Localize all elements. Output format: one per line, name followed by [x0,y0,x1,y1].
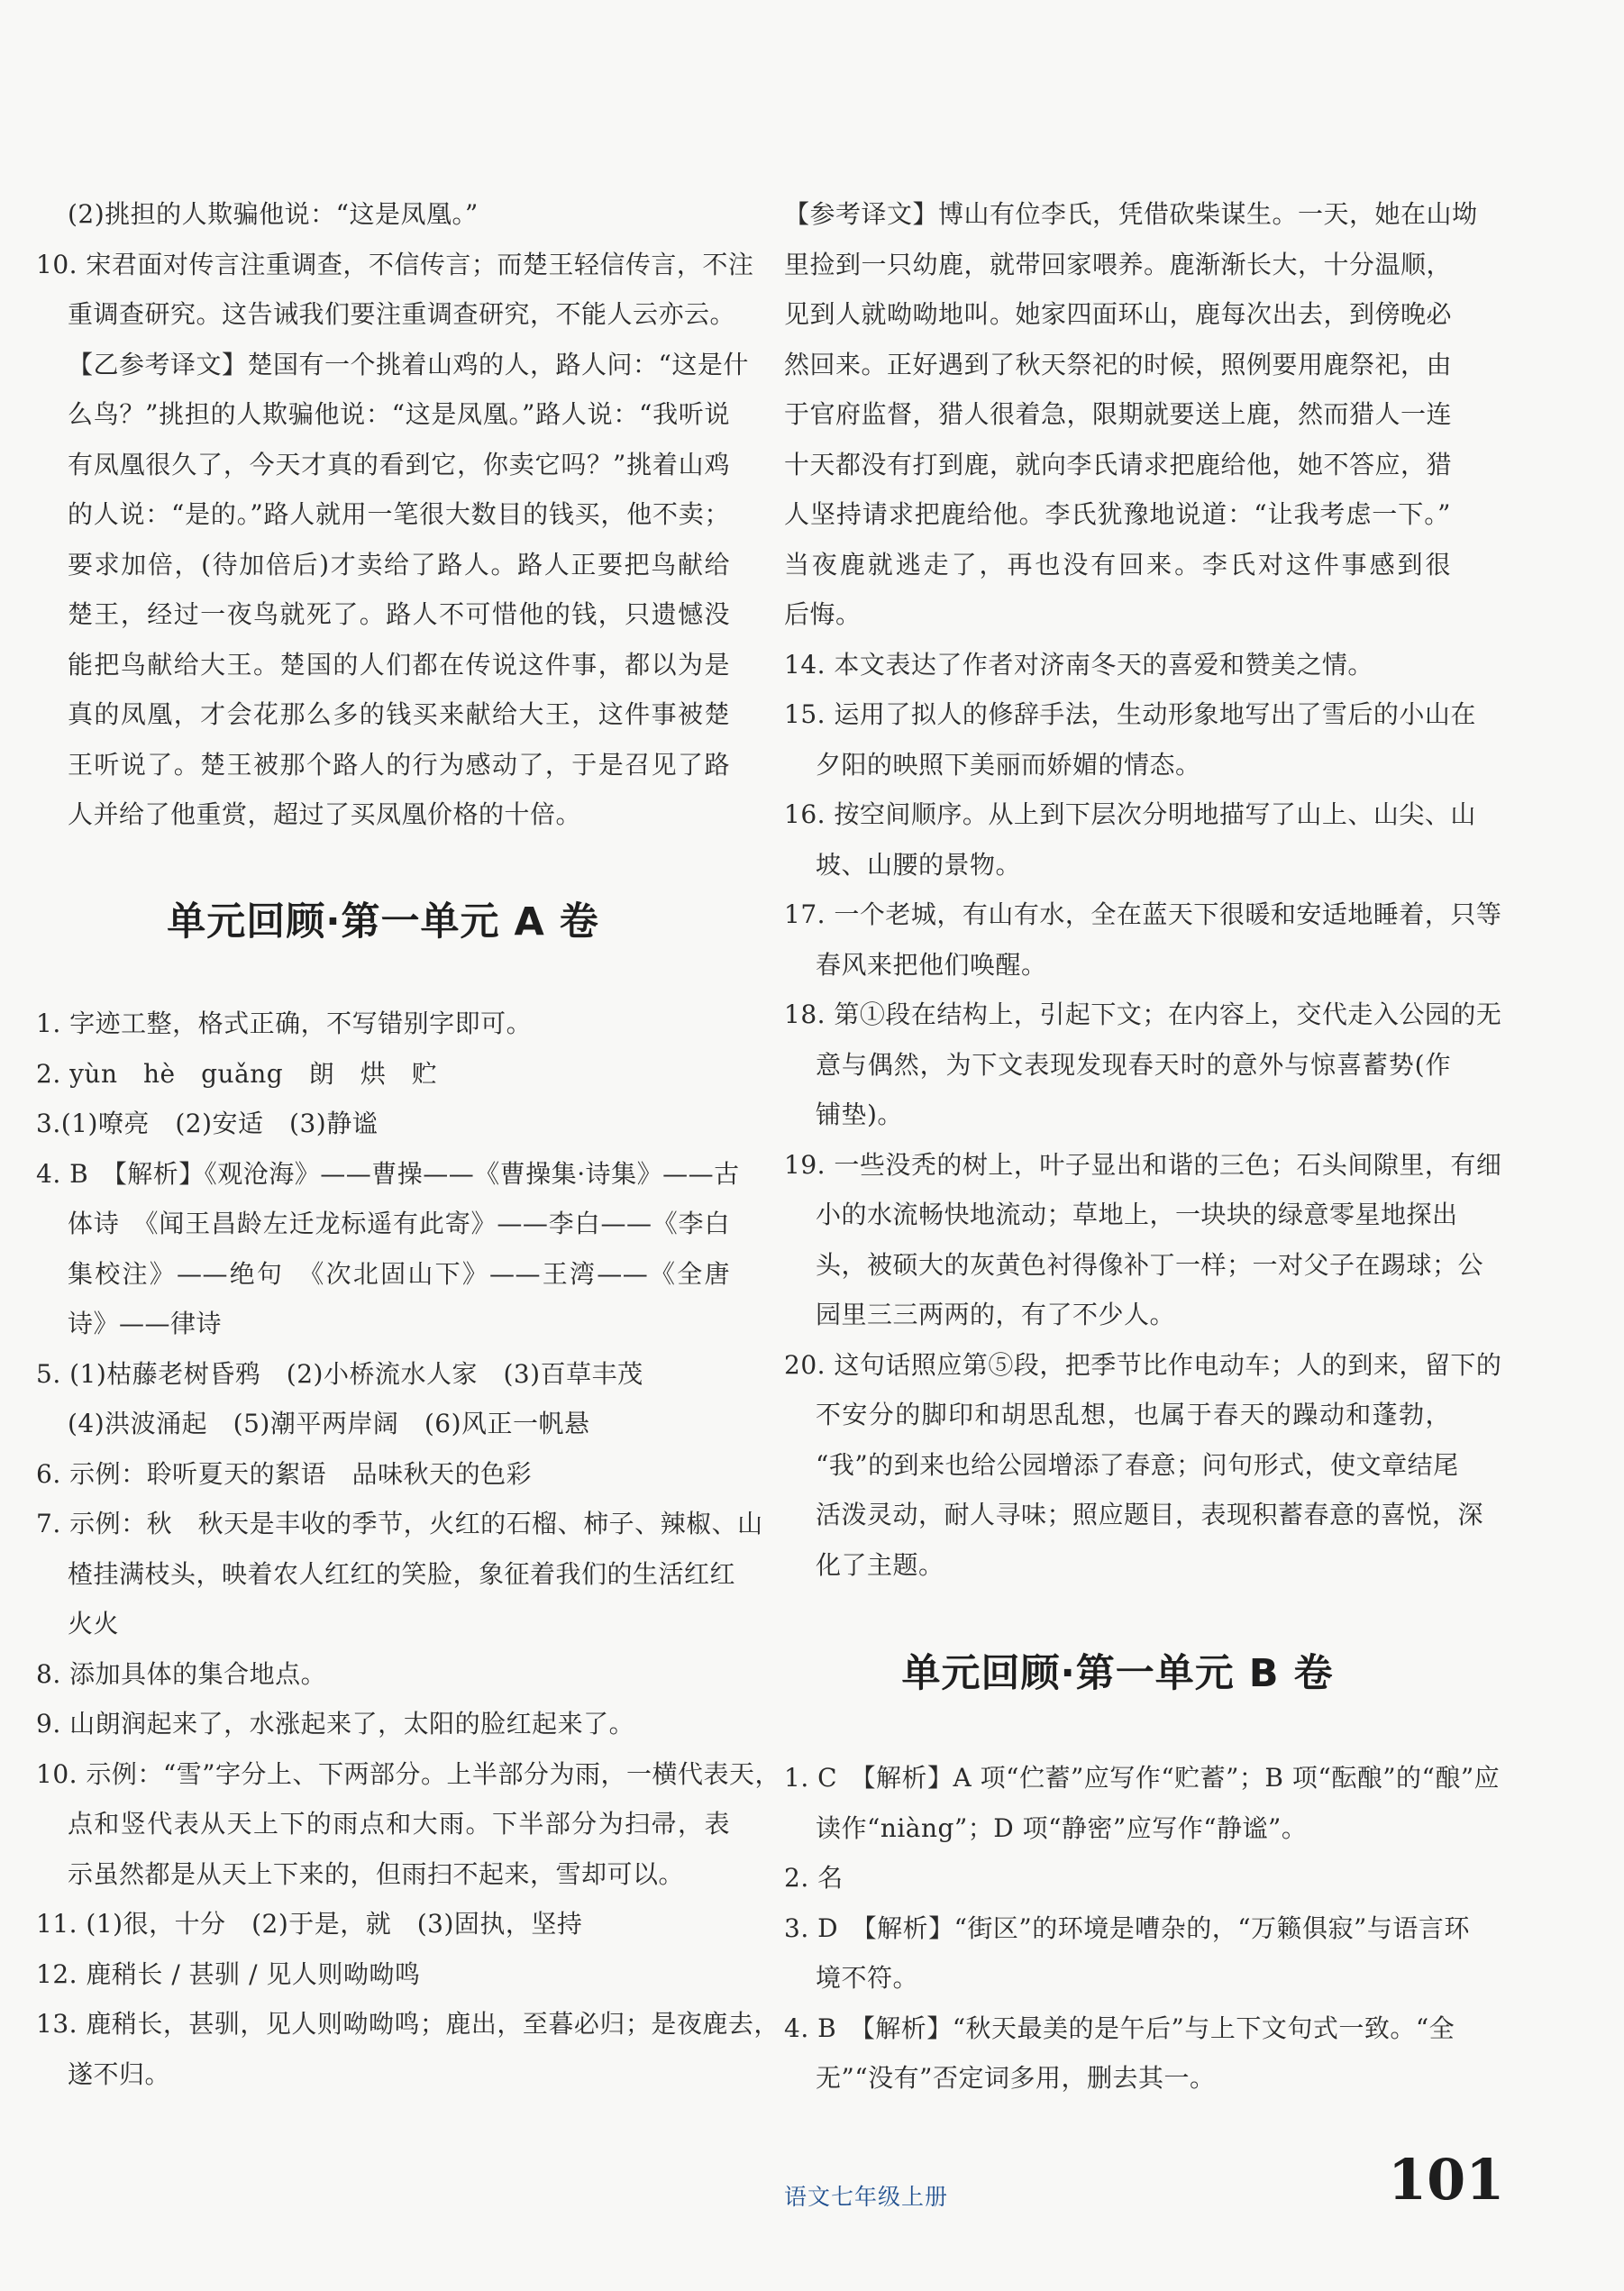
text-line: 6. 示例：聆听夏天的絮语 品味秋天的色彩 [36,1458,533,1489]
text-line: 1. C 【解析】A 项“伫蓄”应写作“贮蓄”；B 项“酝酿”的“酿”应 [784,1763,1501,1793]
text-line: 无”“没有”否定词多用，删去其一。 [816,2063,1216,2093]
text-line: 10. 宋君面对传言注重调查，不信传言；而楚王轻信传言，不注 [36,249,754,279]
text-line: 境不符。 [816,1963,919,1993]
text-line: 春风来把他们唤醒。 [816,949,1047,980]
section-heading-a: 单元回顾·第一单元 A 卷 [167,899,599,945]
text-line: 读作“niàng”；D 项“静密”应写作“静谧”。 [816,1812,1308,1843]
book-title: 语文七年级上册 [784,2184,949,2210]
text-line: 见到人就呦呦地叫。她家四面环山，鹿每次出去，到傍晚必 [784,299,1453,329]
text-line: (4)洪波涌起 (5)潮平两岸阔 (6)风正一帆悬 [68,1409,590,1438]
text-line: 小的水流畅快地流动；草地上，一块块的绿意零星地探出 [816,1200,1458,1229]
text-line: 后悔。 [784,599,862,629]
text-line: 20. 这句话照应第⑤段，把季节比作电动车；人的到来，留下的 [784,1349,1502,1380]
text-line: 头，被硕大的灰黄色衬得像补丁一样；一对父子在踢球；公 [816,1249,1484,1280]
page-number: 101 [1388,2147,1505,2213]
text-line: 2. 名 [784,1863,844,1893]
text-line: 不安分的脚印和胡思乱想，也属于春天的躁动和蓬勃， [816,1400,1451,1429]
text-line: 重调查研究。这告诫我们要注重调查研究，不能人云亦云。 [68,299,736,329]
right-column-answers [784,1753,1501,2104]
text-line: 然回来。正好遇到了秋天祭祀的时候，照例要用鹿祭祀，由 [784,349,1453,379]
text-line: 园里三三两两的，有了不少人。 [816,1300,1176,1329]
text-line: 有凤凰很久了，今天才真的看到它，你卖它吗？”挑着山鸡 [68,449,730,479]
text-line: 里捡到一只幼鹿，就带回家喂养。鹿渐渐长大，十分温顺， [784,249,1453,279]
text-line: 3. D 【解析】“街区”的环境是嘈杂的，“万籁俱寂”与语言环 [784,1912,1470,1943]
text-line: 么鸟？”挑担的人欺骗他说：“这是凤凰。”路人说：“我听说 [68,399,730,429]
left-column-answers [36,999,781,2099]
text-line: 的人说：“是的。”路人就用一笔很大数目的钱买，他不卖； [68,499,730,529]
section-heading-b: 单元回顾·第一单元 B 卷 [901,1651,1334,1696]
text-line: 化了主题。 [816,1549,944,1580]
text-line: 9. 山朗润起来了，水涨起来了，太阳的脸红起来了。 [36,1709,635,1739]
text-line: 意与偶然，为下文表现发现春天时的意外与惊喜蓄势(作 [816,1049,1451,1080]
text-line: 示虽然都是从天上下来的，但雨扫不起来，雪却可以。 [68,1858,685,1889]
text-line: 15. 运用了拟人的修辞手法，生动形象地写出了雪后的小山在 [784,699,1476,729]
text-line: 5. (1)枯藤老树昏鸦 (2)小桥流水人家 (3)百草丰茂 [36,1358,643,1389]
text-line: 4. B 【解析】《观沧海》——曹操——《曹操集·诗集》——古 [36,1158,740,1189]
text-line: 王听说了。楚王被那个路人的行为感动了，于是召见了路 [68,749,730,780]
text-line: 铺垫)。 [816,1100,903,1129]
text-line: 19. 一些没秃的树上，叶子显出和谐的三色；石头间隙里，有细 [784,1149,1502,1180]
text-line: 14. 本文表达了作者对济南冬天的喜爱和赞美之情。 [784,649,1373,680]
text-line: 1. 字迹工整，格式正确，不写错别字即可。 [36,1009,533,1038]
text-line: 遂不归。 [68,2058,171,2089]
text-line: 要求加倍，(待加倍后)才卖给了路人。路人正要把鸟献给 [68,549,730,580]
text-line: 夕阳的映照下美丽而娇媚的情态。 [816,749,1201,780]
text-line: 真的凤凰，才会花那么多的钱买来献给大王，这件事被楚 [68,699,730,729]
left-column-top [36,189,754,840]
text-line: 18. 第①段在结构上，引起下文；在内容上，交代走入公园的无 [784,999,1502,1029]
text-line: 13. 鹿稍长，甚驯，见人则呦呦鸣；鹿出，至暮必归；是夜鹿去， [36,2009,780,2039]
text-line: 3.(1)嘹亮 (2)安适 (3)静谧 [36,1109,379,1138]
text-line: 十天都没有打到鹿，就向李氏请求把鹿给他，她不答应，猎 [784,449,1453,479]
text-line: 诗》——律诗 [68,1309,223,1338]
text-line: (2)挑担的人欺骗他说：“这是凤凰。” [68,199,479,229]
text-line: 楂挂满枝头，映着农人红红的笑脸，象征着我们的生活红红 [68,1558,736,1589]
text-line: 【参考译文】博山有位李氏，凭借砍柴谋生。一天，她在山坳 [784,199,1478,229]
text-line: 于官府监督，猎人很着急，限期就要送上鹿，然而猎人一连 [784,399,1453,429]
text-line: 7. 示例：秋 秋天是丰收的季节，火红的石榴、柿子、辣椒、山 [36,1509,763,1538]
text-line: 能把鸟献给大王。楚国的人们都在传说这件事，都以为是 [68,649,730,680]
text-line: 11. (1)很，十分 (2)于是，就 (3)固执，坚持 [36,1909,583,1939]
text-line: 16. 按空间顺序。从上到下层次分明地描写了山上、山尖、山 [784,799,1476,829]
text-line: 楚王，经过一夜鸟就死了。路人不可惜他的钱，只遗憾没 [68,599,730,629]
text-line: 体诗 《闻王昌龄左迁龙标遥有此寄》——李白——《李白 [68,1209,730,1238]
text-line: 2. yùn hè guǎng 朗 烘 贮 [36,1058,438,1089]
text-line: 4. B 【解析】“秋天最美的是午后”与上下文句式一致。“全 [784,2013,1455,2043]
text-line: 【乙参考译文】楚国有一个挑着山鸡的人，路人问：“这是什 [68,349,749,379]
text-line: “我”的到来也给公园增添了春意；问句形式，使文章结尾 [816,1449,1459,1480]
text-line: 点和竖代表从天上下的雨点和大雨。下半部分为扫帚，表 [68,1809,730,1839]
text-line: 人坚持请求把鹿给他。李氏犹豫地说道：“让我考虑一下。” [784,499,1451,529]
text-line: 活泼灵动，耐人寻味；照应题目，表现积蓄春意的喜悦，深 [816,1500,1484,1529]
text-line: 10. 示例：“雪”字分上、下两部分。上半部分为雨，一横代表天， [36,1758,781,1789]
text-line: 12. 鹿稍长 / 甚驯 / 见人则呦呦鸣 [36,1958,421,1989]
text-line: 当夜鹿就逃走了，再也没有回来。李氏对这件事感到很 [784,549,1451,580]
right-column-top [784,189,1502,1590]
text-line: 火火 [68,1609,120,1638]
text-line: 人并给了他重赏，超过了买凤凰价格的十倍。 [68,799,582,829]
text-line: 集校注》——绝句 《次北固山下》——王湾——《全唐 [68,1258,730,1289]
text-line: 17. 一个老城，有山有水，全在蓝天下很暖和安适地睡着，只等 [784,899,1502,929]
text-line: 坡、山腰的景物。 [816,849,1022,880]
text-line: 8. 添加具体的集合地点。 [36,1658,327,1689]
